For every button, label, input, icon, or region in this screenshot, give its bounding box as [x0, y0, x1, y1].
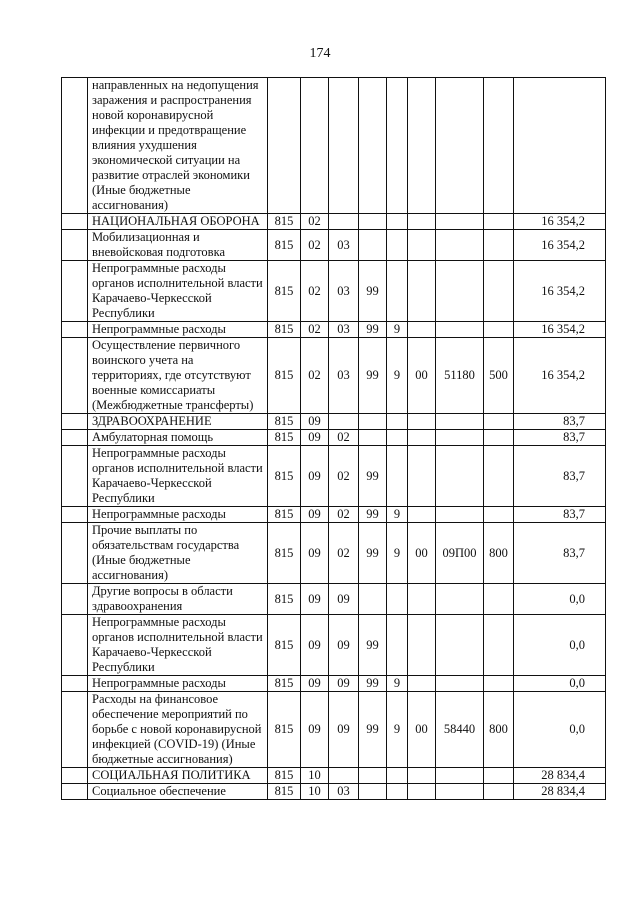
department-code-cell: 815	[268, 784, 301, 800]
table-row	[62, 784, 606, 800]
department-code-cell: 815	[268, 230, 301, 261]
target-program-code-cell: 99	[359, 261, 387, 322]
section-code-cell: 09	[301, 430, 329, 446]
expense-type-code-cell	[484, 584, 514, 615]
subsection-code-cell: 02	[329, 446, 359, 507]
page-number: 174	[309, 46, 331, 61]
empty-index-cell	[62, 784, 88, 800]
section-code-cell: 02	[301, 261, 329, 322]
subsection-code-cell: 09	[329, 676, 359, 692]
section-code-cell: 10	[301, 768, 329, 784]
target-direction-code-cell	[436, 784, 484, 800]
table-row	[62, 676, 606, 692]
amount-cell: 28 834,4	[514, 768, 606, 784]
subsection-code-cell	[329, 414, 359, 430]
amount-cell: 83,7	[514, 446, 606, 507]
item-name-cell: СОЦИАЛЬНАЯ ПОЛИТИКА	[88, 768, 268, 784]
target-direction-code-cell	[436, 584, 484, 615]
target-subprogram-code-cell: 9	[387, 523, 408, 584]
target-direction-code-cell: 09П00	[436, 523, 484, 584]
department-code-cell: 815	[268, 338, 301, 414]
expense-type-code-cell	[484, 261, 514, 322]
amount-cell: 16 354,2	[514, 322, 606, 338]
target-direction-code-cell	[436, 768, 484, 784]
department-code-cell: 815	[268, 322, 301, 338]
department-code-cell: 815	[268, 414, 301, 430]
target-program-code-cell	[359, 584, 387, 615]
target-program-code-cell: 99	[359, 338, 387, 414]
subsection-code-cell: 02	[329, 507, 359, 523]
target-direction-code-cell	[436, 261, 484, 322]
section-code-cell: 09	[301, 414, 329, 430]
table-row	[62, 322, 606, 338]
target-subprogram-code-cell	[387, 615, 408, 676]
target-event-code-cell: 00	[408, 523, 436, 584]
target-event-code-cell	[408, 676, 436, 692]
target-direction-code-cell	[436, 507, 484, 523]
subsection-code-cell: 02	[329, 430, 359, 446]
empty-index-cell	[62, 523, 88, 584]
subsection-code-cell	[329, 768, 359, 784]
empty-index-cell	[62, 676, 88, 692]
department-code-cell: 815	[268, 214, 301, 230]
target-subprogram-code-cell: 9	[387, 507, 408, 523]
item-name-cell: Мобилизационная и вневойсковая подготовка	[88, 230, 268, 261]
target-subprogram-code-cell	[387, 230, 408, 261]
subsection-code-cell: 03	[329, 261, 359, 322]
item-name-cell: направленных на недопущения заражения и распространения новой коронавирусной инфекции и предотвращение влияния ухудшения экономической ситуации на развитие отраслей экономики (Иные бюджетные ассигнования)	[88, 78, 268, 214]
empty-index-cell	[62, 768, 88, 784]
expense-type-code-cell	[484, 446, 514, 507]
budget-table	[61, 77, 606, 800]
empty-index-cell	[62, 322, 88, 338]
table-row	[62, 692, 606, 768]
target-event-code-cell	[408, 615, 436, 676]
expense-type-code-cell	[484, 322, 514, 338]
expense-type-code-cell	[484, 676, 514, 692]
department-code-cell: 815	[268, 692, 301, 768]
item-name-cell: Амбулаторная помощь	[88, 430, 268, 446]
target-event-code-cell	[408, 214, 436, 230]
empty-index-cell	[62, 430, 88, 446]
target-subprogram-code-cell	[387, 78, 408, 214]
section-code-cell: 09	[301, 523, 329, 584]
item-name-cell: Непрограммные расходы органов исполнительной власти Карачаево-Черкесской Республики	[88, 615, 268, 676]
department-code-cell: 815	[268, 446, 301, 507]
amount-cell: 28 834,4	[514, 784, 606, 800]
target-subprogram-code-cell	[387, 446, 408, 507]
target-direction-code-cell	[436, 214, 484, 230]
table-row	[62, 430, 606, 446]
empty-index-cell	[62, 446, 88, 507]
subsection-code-cell	[329, 78, 359, 214]
target-program-code-cell: 99	[359, 523, 387, 584]
target-event-code-cell: 00	[408, 338, 436, 414]
department-code-cell: 815	[268, 584, 301, 615]
target-direction-code-cell	[436, 414, 484, 430]
table-row	[62, 584, 606, 615]
target-event-code-cell	[408, 230, 436, 261]
amount-cell: 83,7	[514, 414, 606, 430]
expense-type-code-cell	[484, 784, 514, 800]
expense-type-code-cell: 800	[484, 692, 514, 768]
target-subprogram-code-cell	[387, 261, 408, 322]
amount-cell: 83,7	[514, 507, 606, 523]
section-code-cell: 09	[301, 676, 329, 692]
table-row	[62, 615, 606, 676]
target-event-code-cell	[408, 784, 436, 800]
item-name-cell: Социальное обеспечение	[88, 784, 268, 800]
target-subprogram-code-cell	[387, 768, 408, 784]
target-direction-code-cell: 58440	[436, 692, 484, 768]
expense-type-code-cell	[484, 768, 514, 784]
target-direction-code-cell	[436, 78, 484, 214]
amount-cell: 83,7	[514, 430, 606, 446]
target-program-code-cell	[359, 784, 387, 800]
target-event-code-cell: 00	[408, 692, 436, 768]
expense-type-code-cell	[484, 78, 514, 214]
section-code-cell: 09	[301, 507, 329, 523]
target-event-code-cell	[408, 78, 436, 214]
table-row	[62, 523, 606, 584]
empty-index-cell	[62, 692, 88, 768]
empty-index-cell	[62, 78, 88, 214]
department-code-cell: 815	[268, 615, 301, 676]
amount-cell: 0,0	[514, 584, 606, 615]
item-name-cell: Расходы на финансовое обеспечение мероприятий по борьбе с новой коронавирусной инфекцией (COVID-19) (Иные бюджетные ассигнования)	[88, 692, 268, 768]
department-code-cell: 815	[268, 430, 301, 446]
amount-cell: 0,0	[514, 676, 606, 692]
empty-index-cell	[62, 615, 88, 676]
table-row	[62, 414, 606, 430]
target-event-code-cell	[408, 446, 436, 507]
target-event-code-cell	[408, 261, 436, 322]
target-program-code-cell: 99	[359, 446, 387, 507]
item-name-cell: Осуществление первичного воинского учета на территориях, где отсутствуют военные комиссариаты (Межбюджетные трансферты)	[88, 338, 268, 414]
target-event-code-cell	[408, 322, 436, 338]
target-subprogram-code-cell	[387, 414, 408, 430]
section-code-cell	[301, 78, 329, 214]
department-code-cell: 815	[268, 523, 301, 584]
empty-index-cell	[62, 414, 88, 430]
subsection-code-cell: 03	[329, 322, 359, 338]
target-subprogram-code-cell	[387, 784, 408, 800]
expense-type-code-cell	[484, 507, 514, 523]
target-subprogram-code-cell: 9	[387, 322, 408, 338]
section-code-cell: 09	[301, 584, 329, 615]
target-direction-code-cell	[436, 615, 484, 676]
expense-type-code-cell: 800	[484, 523, 514, 584]
target-program-code-cell: 99	[359, 676, 387, 692]
target-event-code-cell	[408, 414, 436, 430]
department-code-cell: 815	[268, 676, 301, 692]
amount-cell: 16 354,2	[514, 261, 606, 322]
amount-cell: 0,0	[514, 692, 606, 768]
target-program-code-cell: 99	[359, 615, 387, 676]
subsection-code-cell: 09	[329, 584, 359, 615]
empty-index-cell	[62, 261, 88, 322]
table-row	[62, 78, 606, 214]
target-program-code-cell	[359, 414, 387, 430]
target-event-code-cell	[408, 430, 436, 446]
department-code-cell: 815	[268, 507, 301, 523]
empty-index-cell	[62, 214, 88, 230]
target-direction-code-cell	[436, 676, 484, 692]
subsection-code-cell: 02	[329, 523, 359, 584]
subsection-code-cell: 03	[329, 338, 359, 414]
amount-cell: 0,0	[514, 615, 606, 676]
item-name-cell: Непрограммные расходы	[88, 322, 268, 338]
target-program-code-cell	[359, 78, 387, 214]
expense-type-code-cell	[484, 214, 514, 230]
target-program-code-cell	[359, 230, 387, 261]
section-code-cell: 02	[301, 214, 329, 230]
section-code-cell: 10	[301, 784, 329, 800]
target-subprogram-code-cell: 9	[387, 692, 408, 768]
expense-type-code-cell	[484, 430, 514, 446]
subsection-code-cell	[329, 214, 359, 230]
target-direction-code-cell	[436, 230, 484, 261]
section-code-cell: 02	[301, 322, 329, 338]
target-program-code-cell: 99	[359, 322, 387, 338]
section-code-cell: 02	[301, 338, 329, 414]
target-event-code-cell	[408, 768, 436, 784]
table-row	[62, 214, 606, 230]
section-code-cell: 02	[301, 230, 329, 261]
table-row	[62, 261, 606, 322]
expense-type-code-cell: 500	[484, 338, 514, 414]
table-row	[62, 507, 606, 523]
empty-index-cell	[62, 584, 88, 615]
target-program-code-cell	[359, 214, 387, 230]
target-program-code-cell	[359, 768, 387, 784]
item-name-cell: ЗДРАВООХРАНЕНИЕ	[88, 414, 268, 430]
item-name-cell: Непрограммные расходы органов исполнительной власти Карачаево-Черкесской Республики	[88, 261, 268, 322]
target-subprogram-code-cell	[387, 584, 408, 615]
department-code-cell	[268, 78, 301, 214]
target-direction-code-cell	[436, 430, 484, 446]
target-direction-code-cell	[436, 446, 484, 507]
table-row	[62, 446, 606, 507]
item-name-cell: Прочие выплаты по обязательствам государства (Иные бюджетные ассигнования)	[88, 523, 268, 584]
department-code-cell: 815	[268, 768, 301, 784]
target-event-code-cell	[408, 584, 436, 615]
amount-cell: 83,7	[514, 523, 606, 584]
department-code-cell: 815	[268, 261, 301, 322]
amount-cell: 16 354,2	[514, 230, 606, 261]
empty-index-cell	[62, 230, 88, 261]
target-subprogram-code-cell: 9	[387, 676, 408, 692]
target-program-code-cell: 99	[359, 507, 387, 523]
item-name-cell: Другие вопросы в области здравоохранения	[88, 584, 268, 615]
section-code-cell: 09	[301, 446, 329, 507]
empty-index-cell	[62, 338, 88, 414]
target-subprogram-code-cell: 9	[387, 338, 408, 414]
item-name-cell: Непрограммные расходы органов исполнительной власти Карачаево-Черкесской Республики	[88, 446, 268, 507]
subsection-code-cell: 03	[329, 784, 359, 800]
target-direction-code-cell	[436, 322, 484, 338]
subsection-code-cell: 03	[329, 230, 359, 261]
target-direction-code-cell: 51180	[436, 338, 484, 414]
table-row	[62, 230, 606, 261]
item-name-cell: НАЦИОНАЛЬНАЯ ОБОРОНА	[88, 214, 268, 230]
target-subprogram-code-cell	[387, 214, 408, 230]
item-name-cell: Непрограммные расходы	[88, 507, 268, 523]
target-event-code-cell	[408, 507, 436, 523]
target-program-code-cell	[359, 430, 387, 446]
target-program-code-cell: 99	[359, 692, 387, 768]
subsection-code-cell: 09	[329, 692, 359, 768]
amount-cell	[514, 78, 606, 214]
item-name-cell: Непрограммные расходы	[88, 676, 268, 692]
amount-cell: 16 354,2	[514, 214, 606, 230]
target-subprogram-code-cell	[387, 430, 408, 446]
amount-cell: 16 354,2	[514, 338, 606, 414]
empty-index-cell	[62, 507, 88, 523]
expense-type-code-cell	[484, 414, 514, 430]
subsection-code-cell: 09	[329, 615, 359, 676]
section-code-cell: 09	[301, 615, 329, 676]
section-code-cell: 09	[301, 692, 329, 768]
table-row	[62, 338, 606, 414]
expense-type-code-cell	[484, 230, 514, 261]
table-row	[62, 768, 606, 784]
budget-table-body	[62, 78, 606, 800]
expense-type-code-cell	[484, 615, 514, 676]
